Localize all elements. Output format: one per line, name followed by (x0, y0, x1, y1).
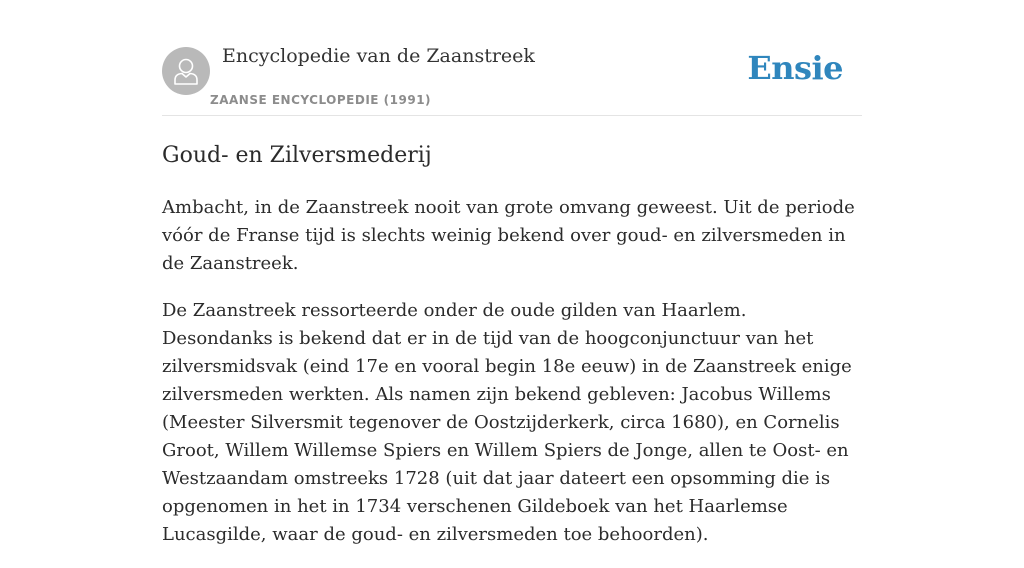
article-body (162, 194, 862, 549)
user-placeholder-icon (172, 56, 200, 86)
source-header (162, 0, 862, 116)
brand-logo[interactable]: Ensie (747, 49, 843, 87)
source-subtitle: ZAANSE ENCYCLOPEDIE (1991) (210, 93, 432, 107)
page (162, 0, 862, 568)
article-paragraph: Ambacht, in de Zaanstreek nooit van grote omvang geweest. Uit de periode vóór de Franse tijd is slechts weinig bekend over goud- en zilversmeden in de Zaanstreek. (162, 197, 855, 274)
article-title: Goud- en Zilversmederij (162, 143, 432, 168)
article-paragraph: De Zaanstreek ressorteerde onder de oude gilden van Haarlem. Desondanks is bekend dat er in de tijd van de hoogconjunctuur van het zilversmidsvak (eind 17e en vooral begin 18e eeuw) in de Zaanstreek enige zilversmeden werkten. Als namen zijn bekend gebleven: Jacobus Willems (Meester Silversmit tegenover de Oostzijderkerk, circa 1680), en Cornelis Groot, Willem Willemse Spiers en Willem Spiers de Jonge, allen te Oost- en Westzaandam omstreeks 1728 (uit dat jaar dateert een opsomming die is opgenomen in het in 1734 verschenen Gildeboek van het Haarlemse Lucasgilde, waar de goud- en zilversmeden toe behoorden). (162, 300, 852, 545)
avatar[interactable] (162, 47, 210, 95)
source-title[interactable]: Encyclopedie van de Zaanstreek (222, 45, 535, 67)
